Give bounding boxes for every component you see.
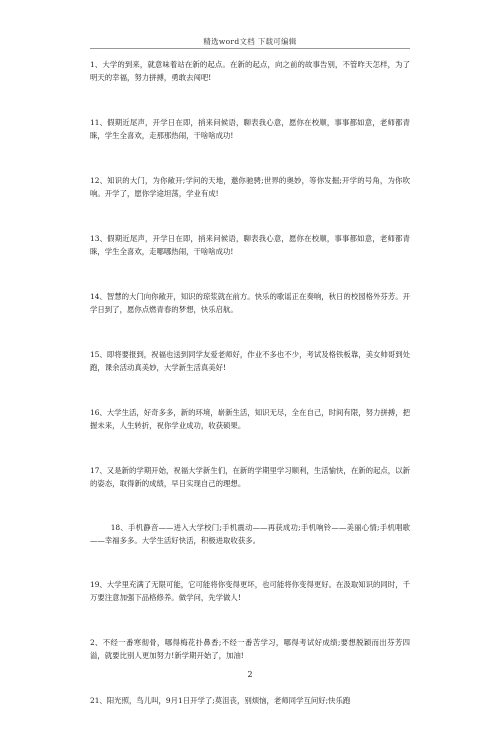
document-header: 精选word文档 下载可编辑 — [203, 37, 297, 46]
paragraph-15: 15、即将要报到，祝福也送到同学友爱老师好，作业不多也不少，考试及格铁板靠，美女帅哥到处跑，课余活动真美妙，大学新生活真美好! — [90, 350, 410, 372]
paragraph-1: 1、大学的到来，就意味着站在新的起点。在新的起点，向之前的故事告别，不管昨天怎样，为了明天的幸福，努力拼搏，勇敢去闯吧! — [90, 60, 410, 82]
paragraph-14: 14、智慧的大门向你敞开，知识的琼浆就在前方。快乐的歌谣正在奏响，秋日的校园格外芬芳。开学日到了，愿你点燃青春的梦想，快乐启航。 — [90, 292, 410, 314]
paragraph-13: 13、假期近尾声，开学日在即，捎来问候语，聊表我心意，愿你在校顺，事事都如意，老师都青睐，学生全喜欢，走哪哪热闹，干啥啥成功! — [90, 234, 410, 256]
paragraph-21: 21、阳光照，鸟儿叫，9月1日开学了;莫沮丧，别烦恼，老师同学互问好;快乐跑 — [90, 696, 351, 705]
paragraph-2: 2、不经一番寒彻骨，哪得梅花扑鼻香;不经一番苦学习，哪得考试好成绩;要想脱颖而出芬芳四溢，就要比别人更加努力!新学期开始了，加油! — [90, 638, 410, 660]
header-divider — [90, 48, 410, 49]
paragraph-16: 16、大学生活，好奇多多，新的环境，崭新生活，知识无尽，全在自己，时间有限，努力拼搏，把握未来，人生转折，祝你学业成功，收获硕果。 — [90, 408, 410, 430]
paragraph-18: 18、手机静音——进入大学校门;手机震动——再获成功;手机响铃——美丽心情;手机唱歌——幸福多多。大学生活好快活，积极进取收获多。 — [90, 523, 410, 545]
paragraph-12: 12、知识的大门，为你敞开;学问的天地，邀你驰骋;世界的奥妙，等你发掘;开学的号角，为你吹响。开学了，愿你学途坦荡，学业有成! — [90, 176, 410, 198]
paragraph-17: 17、又是新的学期开始，祝福大学新生们，在新的学期里学习顺利，生活愉快，在新的起点，以新的姿态，取得新的成绩，早日实现自己的理想。 — [90, 466, 410, 488]
document-body — [90, 58, 410, 739]
paragraph-19: 19、大学里充满了无限可能，它可能将你变得更坏，也可能将你变得更好。在汲取知识的同时，千万要注意加强下品格修养。做学问，先学做人! — [90, 580, 410, 602]
paragraph-11: 11、假期近尾声，开学日在即，捎来问候语，聊表我心意，愿你在校顺，事事都如意，老师都青睐，学生全喜欢，走那那热闹，干啥啥成功! — [90, 118, 410, 140]
page-number: 2 — [247, 670, 253, 679]
